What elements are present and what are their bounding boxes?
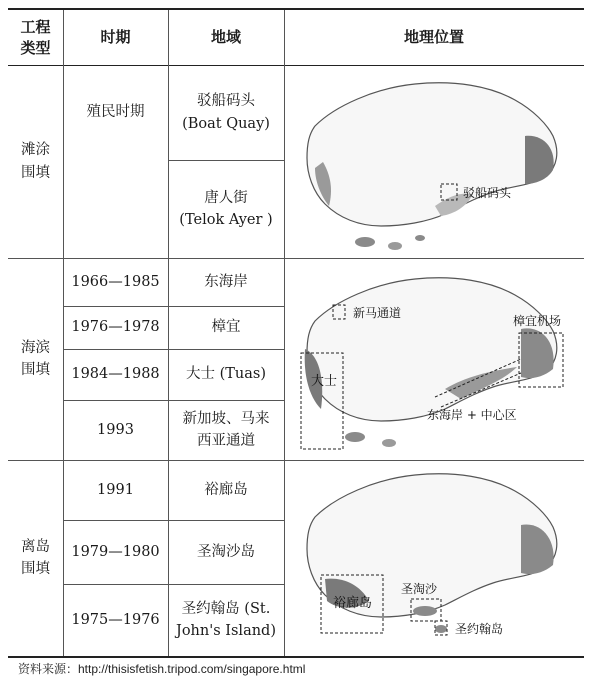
map-label: 新马通道 <box>353 306 402 320</box>
region-cell: 樟宜 <box>211 319 241 336</box>
period-cell: 殖民时期 <box>86 104 145 120</box>
map-label: 圣约翰岛 <box>455 622 504 636</box>
type-cell: 滩涂 围填 <box>21 142 50 181</box>
type-cell: 离岛 围填 <box>21 538 50 577</box>
period-cell: 1993 <box>97 421 134 438</box>
offshore-island <box>415 235 425 241</box>
island-outline <box>307 83 557 226</box>
period-cell: 1975—1976 <box>71 611 160 628</box>
map-label: 圣淘沙 <box>401 582 438 596</box>
map-label: 驳船码头 <box>463 186 512 200</box>
offshore-island <box>435 625 447 633</box>
map-label: 樟宜机场 <box>513 314 562 328</box>
region-cell: 裕廊岛 <box>204 481 248 498</box>
map-seafront <box>285 259 584 460</box>
map-label: 东海岸 + 中心区 <box>427 408 517 422</box>
period-cell: 1991 <box>97 481 134 498</box>
island-outline <box>307 278 557 421</box>
map-colonial <box>285 66 584 258</box>
offshore-island <box>355 237 375 247</box>
reclamation-table <box>8 8 584 658</box>
region-cell: 大士 (Tuas) <box>185 366 267 383</box>
region-cell: 驳船码头 (Boat Quay) <box>182 93 270 132</box>
period-cell: 1984—1988 <box>71 366 160 383</box>
region-cell: 唐人街 (Telok Ayer ) <box>179 189 273 228</box>
header-location: 地理位置 <box>403 27 464 46</box>
header-period: 时期 <box>100 27 131 46</box>
header-type: 工程 类型 <box>20 17 51 57</box>
offshore-island <box>388 242 402 250</box>
offshore-island <box>413 606 437 616</box>
period-cell: 1966—1985 <box>71 273 160 290</box>
header-region: 地域 <box>210 27 241 46</box>
region-cell: 新加坡、马来 西亚通道 <box>182 410 270 449</box>
region-cell: 圣淘沙岛 <box>197 543 255 560</box>
offshore-island <box>345 432 365 442</box>
map-label: 大士 <box>311 374 338 389</box>
type-cell: 海滨 围填 <box>21 339 50 378</box>
source-note: 资料来源：http://thisisfetish.tripod.com/singapore.html <box>18 662 306 676</box>
period-cell: 1979—1980 <box>71 543 160 560</box>
map-label: 裕廊岛 <box>333 596 373 611</box>
offshore-island <box>382 439 396 447</box>
period-cell: 1976—1978 <box>71 319 160 336</box>
region-cell: 圣约翰岛 (St. John's Island) <box>176 600 276 639</box>
map-offshore <box>285 461 584 656</box>
region-cell: 东海岸 <box>204 273 248 290</box>
